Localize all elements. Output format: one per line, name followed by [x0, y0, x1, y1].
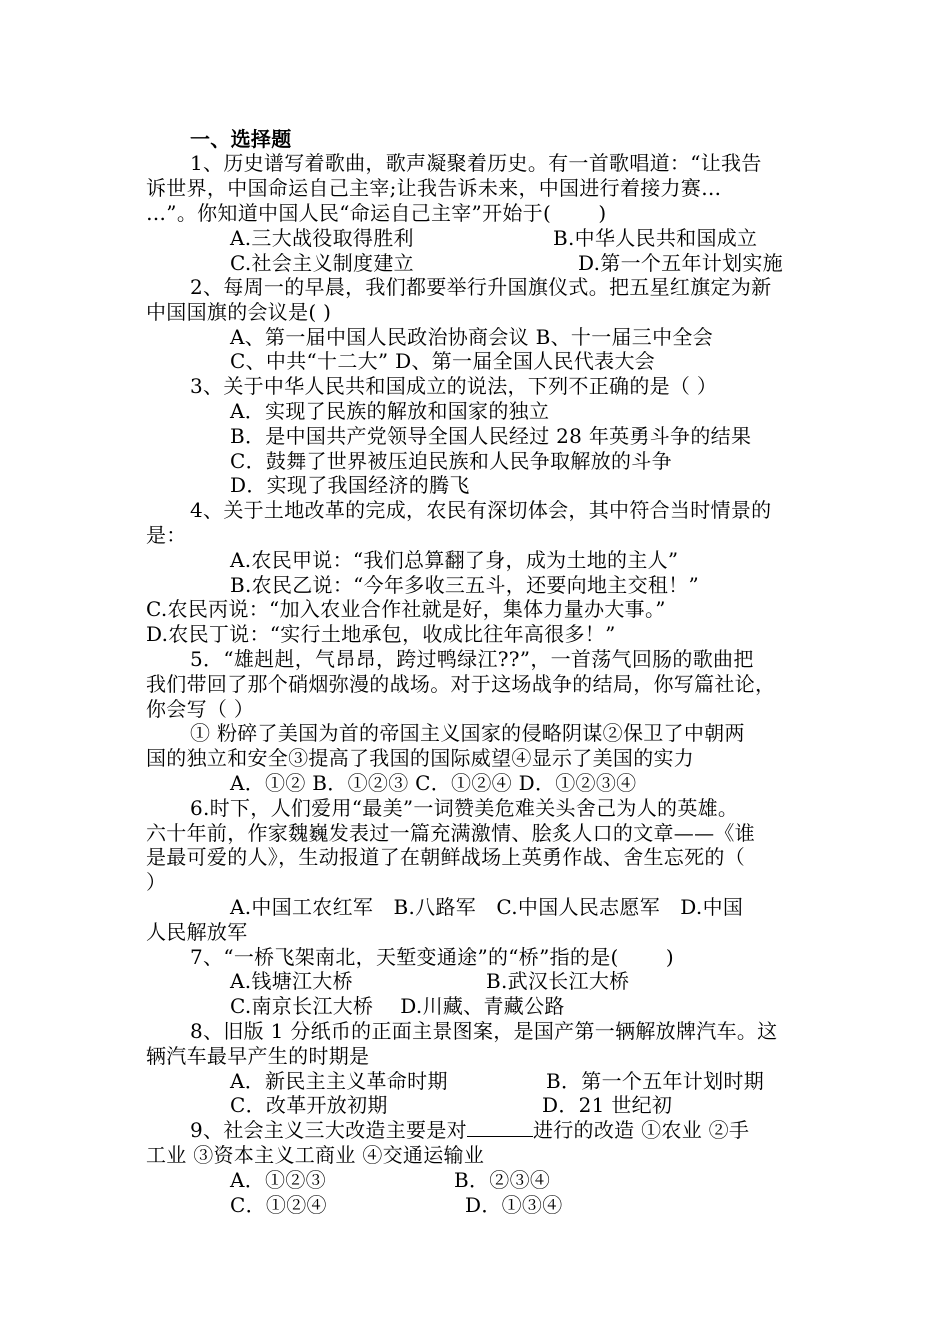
- q6-line-4: ）: [146, 870, 167, 894]
- q9-line-1-end: 进行的改造 ①农业 ②手: [532, 1118, 750, 1142]
- q5-line-4: ① 粉碎了美国为首的帝国主义国家的侵略阴谋②保卫了中朝两: [190, 721, 745, 745]
- q1-option-b: B.中华人民共和国成立: [553, 226, 758, 250]
- q1-line-1: 1、历史谱写着歌曲，歌声凝聚着历史。有一首歌唱道：“让我告: [190, 151, 762, 175]
- q8-option-b: B．第一个五年计划时期: [546, 1069, 764, 1093]
- q2-options-ab: A、第一届中国人民政治协商会议 B、十一届三中全会: [230, 325, 713, 349]
- q5-options: A．①② B．①②③ C．①②④ D．①②③④: [230, 771, 637, 795]
- q8-option-a: A．新民主主义革命时期: [230, 1069, 448, 1093]
- q5-line-1: 5．“雄赳赳，气昂昂，跨过鸭绿江??”，一首荡气回肠的歌曲把: [190, 647, 754, 671]
- q6-options: A.中国工农红军 B.八路军 C.中国人民志愿军 D.中国: [230, 895, 744, 919]
- q6-line-3: 是最可爱的人》，生动报道了在朝鲜战场上英勇作战、舍生忘死的（: [146, 845, 745, 869]
- q4-option-d: D.农民丁说：“实行土地承包，收成比往年高很多！”: [146, 622, 616, 646]
- q3-option-c: C．鼓舞了世界被压迫民族和人民争取解放的斗争: [230, 449, 672, 473]
- q9-option-b: B．②③④: [454, 1168, 551, 1192]
- q1-option-d: D.第一个五年计划实施: [578, 251, 783, 275]
- q3-option-d: D．实现了我国经济的腾飞: [230, 473, 470, 497]
- q4-line-1: 4、关于土地改革的完成，农民有深切体会，其中符合当时情景的: [190, 498, 772, 522]
- q1-option-c: C.社会主义制度建立: [230, 251, 414, 275]
- q7-option-a: A.钱塘江大桥: [230, 969, 353, 993]
- q3-line-1: 3、关于中华人民共和国成立的说法，下列不正确的是（ ）: [190, 374, 718, 398]
- q4-option-b: B.农民乙说：“今年多收三五斗，还要向地主交租！”: [230, 573, 700, 597]
- q6-line-5: 人民解放军: [146, 920, 248, 944]
- q9-line-1: [190, 1118, 749, 1142]
- q1-option-a: A.三大战役取得胜利: [230, 226, 414, 250]
- q9-option-d: D．①③④: [465, 1193, 563, 1217]
- q9-line-1-start: 9、社会主义三大改造主要是对: [190, 1118, 467, 1142]
- q8-line-2: 辆汽车最早产生的时期是: [146, 1044, 370, 1068]
- q8-line-1: 8、旧版 1 分纸币的正面主景图案，是国产第一辆解放牌汽车。这: [190, 1019, 778, 1043]
- q2-line-2: 中国国旗的会议是( ): [146, 300, 332, 324]
- q3-option-b: B．是中国共产党领导全国人民经过 28 年英勇斗争的结果: [230, 424, 752, 448]
- q6-line-2: 六十年前，作家魏巍发表过一篇充满激情、脍炙人口的文章——《谁: [146, 821, 755, 845]
- q5-line-3: 你会写（ ）: [146, 697, 255, 721]
- q7-option-b: B.武汉长江大桥: [486, 969, 630, 993]
- section-title: 一、选择题: [190, 127, 292, 151]
- q4-option-c: C.农民丙说：“加入农业合作社就是好，集体力量办大事。”: [146, 597, 666, 621]
- q1-line-3: …”。你知道中国人民“命运自己主宰”开始于( ): [146, 201, 607, 225]
- q8-option-d: D．21 世纪初: [542, 1093, 673, 1117]
- q1-line-2: 诉世界，中国命运自己主宰;让我告诉未来，中国进行着接力赛…: [146, 176, 722, 200]
- q2-line-1: 2、每周一的早晨，我们都要举行升国旗仪式。把五星红旗定为新: [190, 275, 772, 299]
- q2-options-cd: C、中共“十二大” D、第一届全国人民代表大会: [230, 349, 656, 373]
- q5-line-2: 我们带回了那个硝烟弥漫的战场。对于这场战争的结局，你写篇社论，: [146, 672, 776, 696]
- q6-line-1: 6.时下，人们爱用“最美”一词赞美危难关头舍己为人的英雄。: [190, 796, 739, 820]
- q7-options-cd: C.南京长江大桥 D.川藏、青藏公路: [230, 994, 565, 1018]
- q4-option-a: A.农民甲说：“我们总算翻了身，成为土地的主人”: [230, 548, 679, 572]
- q9-line-2: 工业 ③资本主义工商业 ④交通运输业: [146, 1143, 485, 1167]
- q8-option-c: C．改革开放初期: [230, 1093, 388, 1117]
- q3-option-a: A．实现了民族的解放和国家的独立: [230, 399, 550, 423]
- q5-line-5: 国的独立和安全③提高了我国的国际威望④显示了美国的实力: [146, 746, 695, 770]
- q9-option-a: A．①②③: [230, 1168, 326, 1192]
- q7-line-1: 7、“一桥飞架南北，天堑变通途”的“桥”指的是( ): [190, 945, 674, 969]
- q4-line-2: 是：: [146, 523, 187, 547]
- q9-option-c: C．①②④: [230, 1193, 327, 1217]
- answer-blank: [467, 1118, 533, 1137]
